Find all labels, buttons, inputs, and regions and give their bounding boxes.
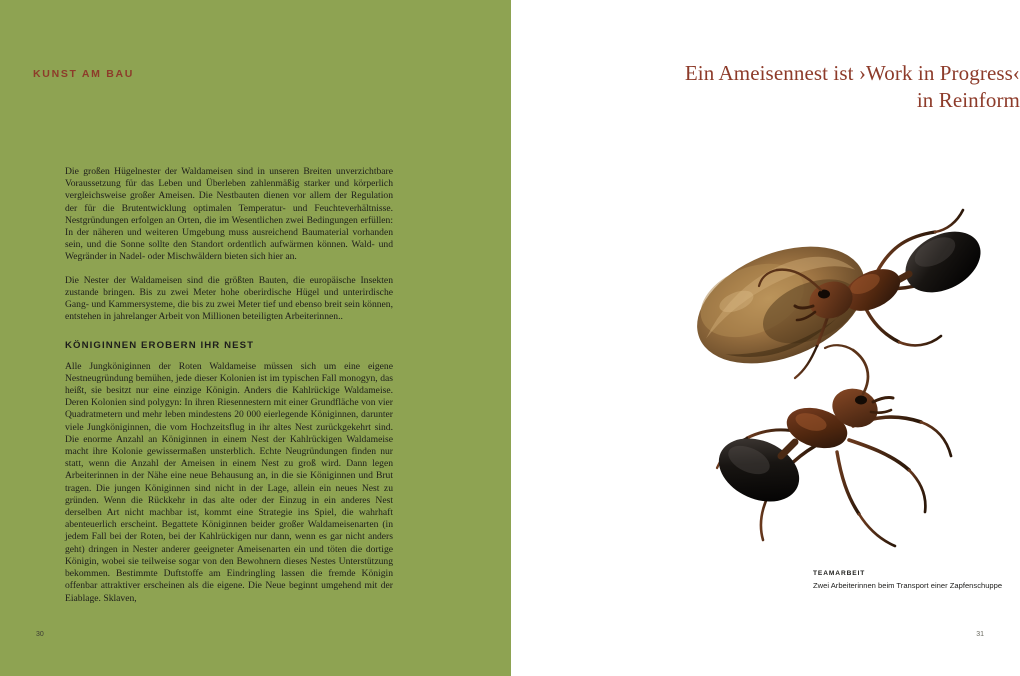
caption-heading: TEAMARBEIT — [813, 570, 866, 577]
paragraph: Die Nester der Waldameisen sind die größten Bauten, die europäische Insekten zustande bringen. Bis zu zwei Meter hohe oberirdische Hügel und unterirdische Gang- und Kammersysteme, die bis zu zwei Meter tief und ebenso breit sein können, entstehen in jahrelanger Arbeit von Millionen beteiligten Arbeiterinnen.. — [65, 274, 393, 323]
caption-body: Zwei Arbeiterinnen beim Transport einer Zapfenschuppe — [813, 581, 1003, 590]
paragraph: Die großen Hügelnester der Waldameisen sind in unseren Breiten unverzichtbare Voraussetzung für das Leben und Überleben zahlenmäßig starker und körperlich vergleichsweise großer Ameisen. Die Nestbauten dienen vor allem der Regulation der für die Brutentwicklung optimalen Temperatur- und Feuchteverhältnisse. Nestgründungen erfolgen an Orten, die im Wesentlichen zwei Bedingungen erfüllen: In der näheren und weiteren Umgebung muss ausreichend Baumaterial vorhanden sein, und die Sonne sollte den Standort ordentlich aufwärmen können. Wald- und Wegränder in Nadel- oder Mischwäldern bieten sich hier an. — [65, 166, 393, 263]
section-label: KUNST AM BAU — [33, 68, 135, 80]
headline-line-2: in Reinform — [916, 88, 1020, 112]
ant-lower — [709, 345, 951, 546]
paragraph: Alle Jungköniginnen der Roten Waldameise müssen sich um eine eigene Nestneugründung bemühen, jede dieser Kolonien ist im typischen Fall monogyn, das heißt, sie besitzt nur eine einzige Königin. Anders die Kahlrückige Waldameise. Deren Kolonien sind polygyn: In ihren Riesennestern mit einer Grundfläche von vier Quadratmetern und mehr leben mindestens 20 000 eierlegende Königinnen, darunter viele Jungköniginnen, die vom Hochzeitsflug in ihr altes Nest zurückgekehrt sind. Die enorme Anzahl an Königinnen in einem Nest der Kahlrückigen Waldameise macht ihre Kolonie gewissermaßen unsterblich. Echte Neugründungen finden nur statt, wenn die Anzahl der Ameisen in einem Nest zu groß wird. Dann legen Arbeiterinnen in der Nähe eine neue Behausung an, in die sie Königinnen und Brut tragen. Die jungen Königinnen sind nicht in der Lage, allein ein neues Nest zu gründen. Wenn die Rückkehr in das alte oder der Einzug in ein anderes Nest derselben Art nicht machbar ist, kommt eine Strategie ins Spiel, die wahrhaft abenteuerlich erscheint. Begattete Königinnen beider großer Waldameisenarten (in jedem Fall bei der Roten, bei der Kahlrückigen nur dann, wenn es gar nicht anders geht) dringen in Nester anderer geeigneter Ameisenarten ein und töten die dortige Königin, wobei sie teilweise sogar von den Bewohnern dieses Nestes Unterstützung bekommen. Bestimmte Duftstoffe am Eindringling lassen die fremde Königin offenbar attraktiver erscheinen als die eigene. Die Neue beginnt umgehend mit der Eiablage. Sklaven, — [65, 360, 393, 604]
page-title — [550, 60, 1020, 114]
page-number-right: 31 — [976, 631, 984, 638]
page-number-left: 30 — [36, 631, 44, 638]
ant-photo — [591, 140, 1011, 570]
headline-line-1: Ein Ameisennest ist ›Work in Progress‹ — [684, 61, 1020, 85]
sub-heading: KÖNIGINNEN EROBERN IHR NEST — [65, 340, 255, 352]
right-page — [511, 0, 1020, 676]
body-text-column — [65, 166, 393, 616]
photo-caption — [813, 570, 1003, 592]
